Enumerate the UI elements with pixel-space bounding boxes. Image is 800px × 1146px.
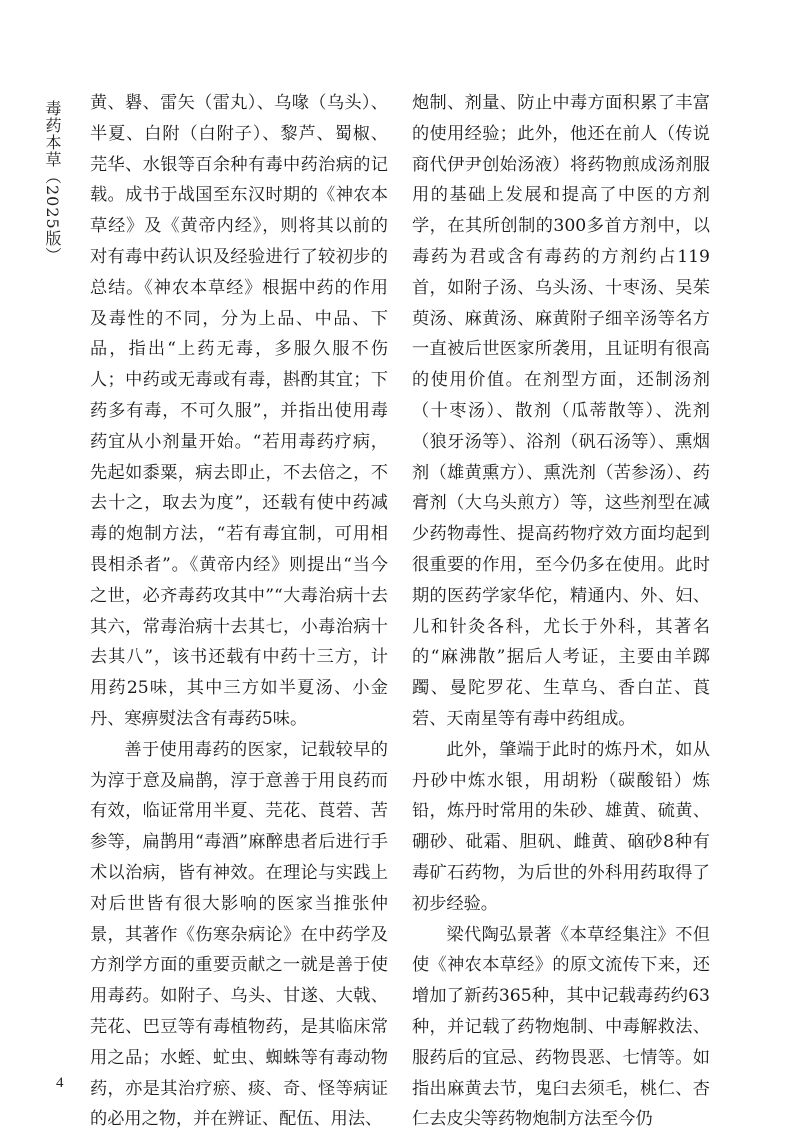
paragraph: 此外，肇端于此时的炼丹术，如从丹砂中炼水银，用胡粉（碳酸铅）炼铅，炼丹时常用的朱砂、雄黄、硫黄、硼砂、砒霜、胆矾、雌黄、硇砂8种有毒矿石药物，为后世的外科用药取得了初步经验。 — [412, 739, 710, 914]
running-title: 毒药本草（2025版） — [43, 100, 62, 264]
paragraph-continued: 黄、礜、雷矢（雷丸）、乌喙（乌头）、半夏、白附（白附子）、黎芦、蜀椒、芫华、水银等百余种有毒中药治病的记载。成书于战国至东汉时期的《神农本草经》及《黄帝内经》，则将其以前的对有毒中药认识及经验进行了较初步的总结。《神农本草经》根据中药的作用及毒性的不同，分为上品、中品、下品，指出“上药无毒，多服久服不伤人；中药或无毒或有毒，斟酌其宜；下药多有毒，不可久服”，并指出使用毒药宜从小剂量开始。“若用毒药疗病，先起如黍粟，病去即止，不去倍之，不去十之，取去为度”，还载有使中药减毒的炮制方法，“若有毒宜制，可用相畏相杀者”。《黄帝内经》则提出“当今之世，必齐毒药攻其中”“大毒治病十去其六，常毒治病十去其七，小毒治病十去其八”，该书还载有中药十三方，计用药25味，其中三方如半夏汤、小金丹、寒痹熨法含有毒药5味。 — [90, 93, 388, 729]
right-column — [412, 88, 710, 1135]
left-column — [90, 88, 388, 1135]
paragraph: 梁代陶弘景著《本草经集注》不但使《神农本草经》的原文流传下来，还增加了新药365种，其中记载毒药约63种，并记载了药物炮制、中毒解救法、服药后的宜忌、药物畏恶、七情等。如指出麻黄去节，鬼臼去须毛，桃仁、杏仁去皮尖等药物炮制方法至今仍 — [412, 924, 710, 1130]
paragraph: 善于使用毒药的医家，记载较早的为淳于意及扁鹊，淳于意善于用良药而有效，临证常用半夏、芫花、莨菪、苦参等，扁鹊用“毒酒”麻醉患者后进行手术以治病，皆有神效。在理论与实践上对后世皆有很大影响的医家当推张仲景，其著作《伤寒杂病论》在中药学及方剂学方面的重要贡献之一就是善于使用毒药。如附子、乌头、甘遂、大戟、芫花、巴豆等有毒植物药，是其临床常用之品；水蛭、虻虫、蜘蛛等有毒动物药，亦是其治疗瘀、痰、奇、怪等病证的必用之物，并在辨证、配伍、用法、 — [90, 739, 388, 1130]
page-number: 4 — [56, 1075, 64, 1091]
paragraph-continued: 炮制、剂量、防止中毒方面积累了丰富的使用经验；此外，他还在前人（传说商代伊尹创始汤液）将药物煎成汤剂服用的基础上发展和提高了中医的方剂学，在其所创制的300多首方剂中，以毒药为君或含有毒药的方剂约占119首，如附子汤、乌头汤、十枣汤、吴茱萸汤、麻黄汤、麻黄附子细辛汤等名方一直被后世医家所袭用，且证明有很高的使用价值。在剂型方面，还制汤剂（十枣汤）、散剂（瓜蒂散等）、洗剂（狼牙汤等）、浴剂（矾石汤等）、熏烟剂（雄黄熏方）、熏洗剂（苦参汤）、药膏剂（大乌头煎方）等，这些剂型在减少药物毒性、提高药物疗效方面均起到很重要的作用，至今仍多在使用。此时期的医药学家华佗，精通内、外、妇、儿和针灸各科，尤长于外科，其著名的“麻沸散”据后人考证，主要由羊踯躅、曼陀罗花、生草乌、香白芷、莨菪、天南星等有毒中药组成。 — [412, 93, 710, 729]
